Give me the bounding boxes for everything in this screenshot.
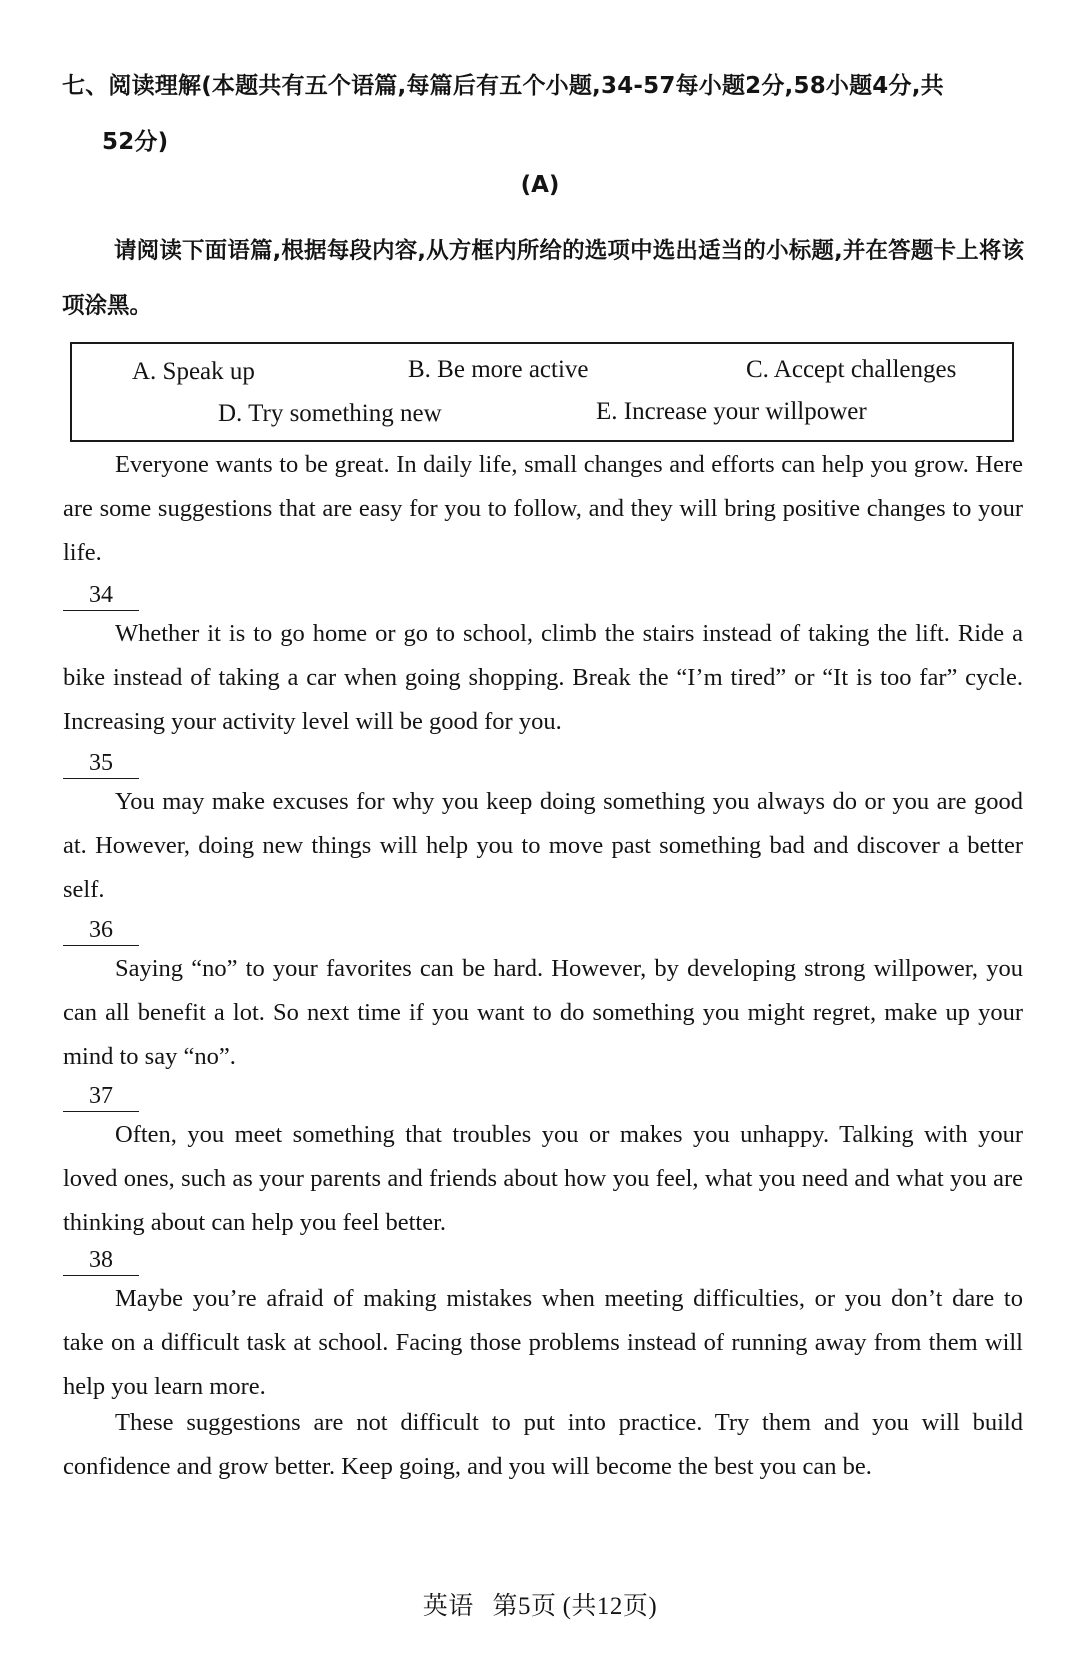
question-blank-38: 38 [63, 1245, 139, 1276]
section-title-line2: 52分) [102, 129, 169, 155]
question-paragraph-34: Whether it is to go home or go to school, climb the stairs instead of taking the lift. Ride a bike instead of taking a car when going shopping. Break the “I’m tired” or “It is too far” cycle. Increasing your activity level will be good for you. [63, 620, 1023, 735]
option-e: E. Increase your willpower [596, 398, 867, 425]
question-blank-37: 37 [63, 1081, 139, 1112]
section-title [62, 58, 1022, 170]
question-blank-34: 34 [63, 580, 139, 611]
page-footer [0, 1586, 1080, 1622]
question-paragraph-38: Maybe you’re afraid of making mistakes when meeting difficulties, or you don’t dare to take on a difficult task at school. Facing those problems instead of running away from them will help you learn more. [63, 1285, 1023, 1400]
intro-paragraph: Everyone wants to be great. In daily life, small changes and efforts can help you grow. Here are some suggestions that are easy for you to follow, and they will bring positive changes to your life. [63, 451, 1023, 566]
option-a: A. Speak up [132, 358, 255, 385]
footer-page: 第5页 [492, 1593, 557, 1620]
question-paragraph-35: You may make excuses for why you keep doing something you always do or you are good at. However, doing new things will help you to move past something bad and discover a better self. [63, 788, 1023, 903]
option-d: D. Try something new [218, 400, 442, 427]
section-title-line1: 七、阅读理解(本题共有五个语篇,每篇后有五个小题,34-57每小题2分,58小题4分,共 [62, 73, 944, 99]
option-c: C. Accept challenges [746, 356, 957, 383]
part-label: (A) [520, 172, 560, 198]
question-paragraph-36: Saying “no” to your favorites can be hard. However, by developing strong willpower, you can all benefit a lot. So next time if you want to do something you might regret, make up your mind to say “no”. [63, 955, 1023, 1070]
footer-total: (共12页) [562, 1593, 658, 1620]
question-paragraph-37: Often, you meet something that troubles you or makes you unhappy. Talking with your loved ones, such as your parents and friends about how you feel, what you need and what you are thinking about can help you feel better. [63, 1121, 1023, 1236]
question-blank-36: 36 [63, 915, 139, 946]
option-b: B. Be more active [408, 356, 589, 383]
conclusion-paragraph: These suggestions are not difficult to put into practice. Try them and you will build confidence and grow better. Keep going, and you will become the best you can be. [63, 1409, 1023, 1480]
options-box [70, 342, 1014, 442]
footer-subject: 英语 [422, 1593, 474, 1620]
instruction-text: 请阅读下面语篇,根据每段内容,从方框内所给的选项中选出适当的小标题,并在答题卡上将该项涂黑。 [62, 238, 1024, 319]
question-blank-35: 35 [63, 748, 139, 779]
